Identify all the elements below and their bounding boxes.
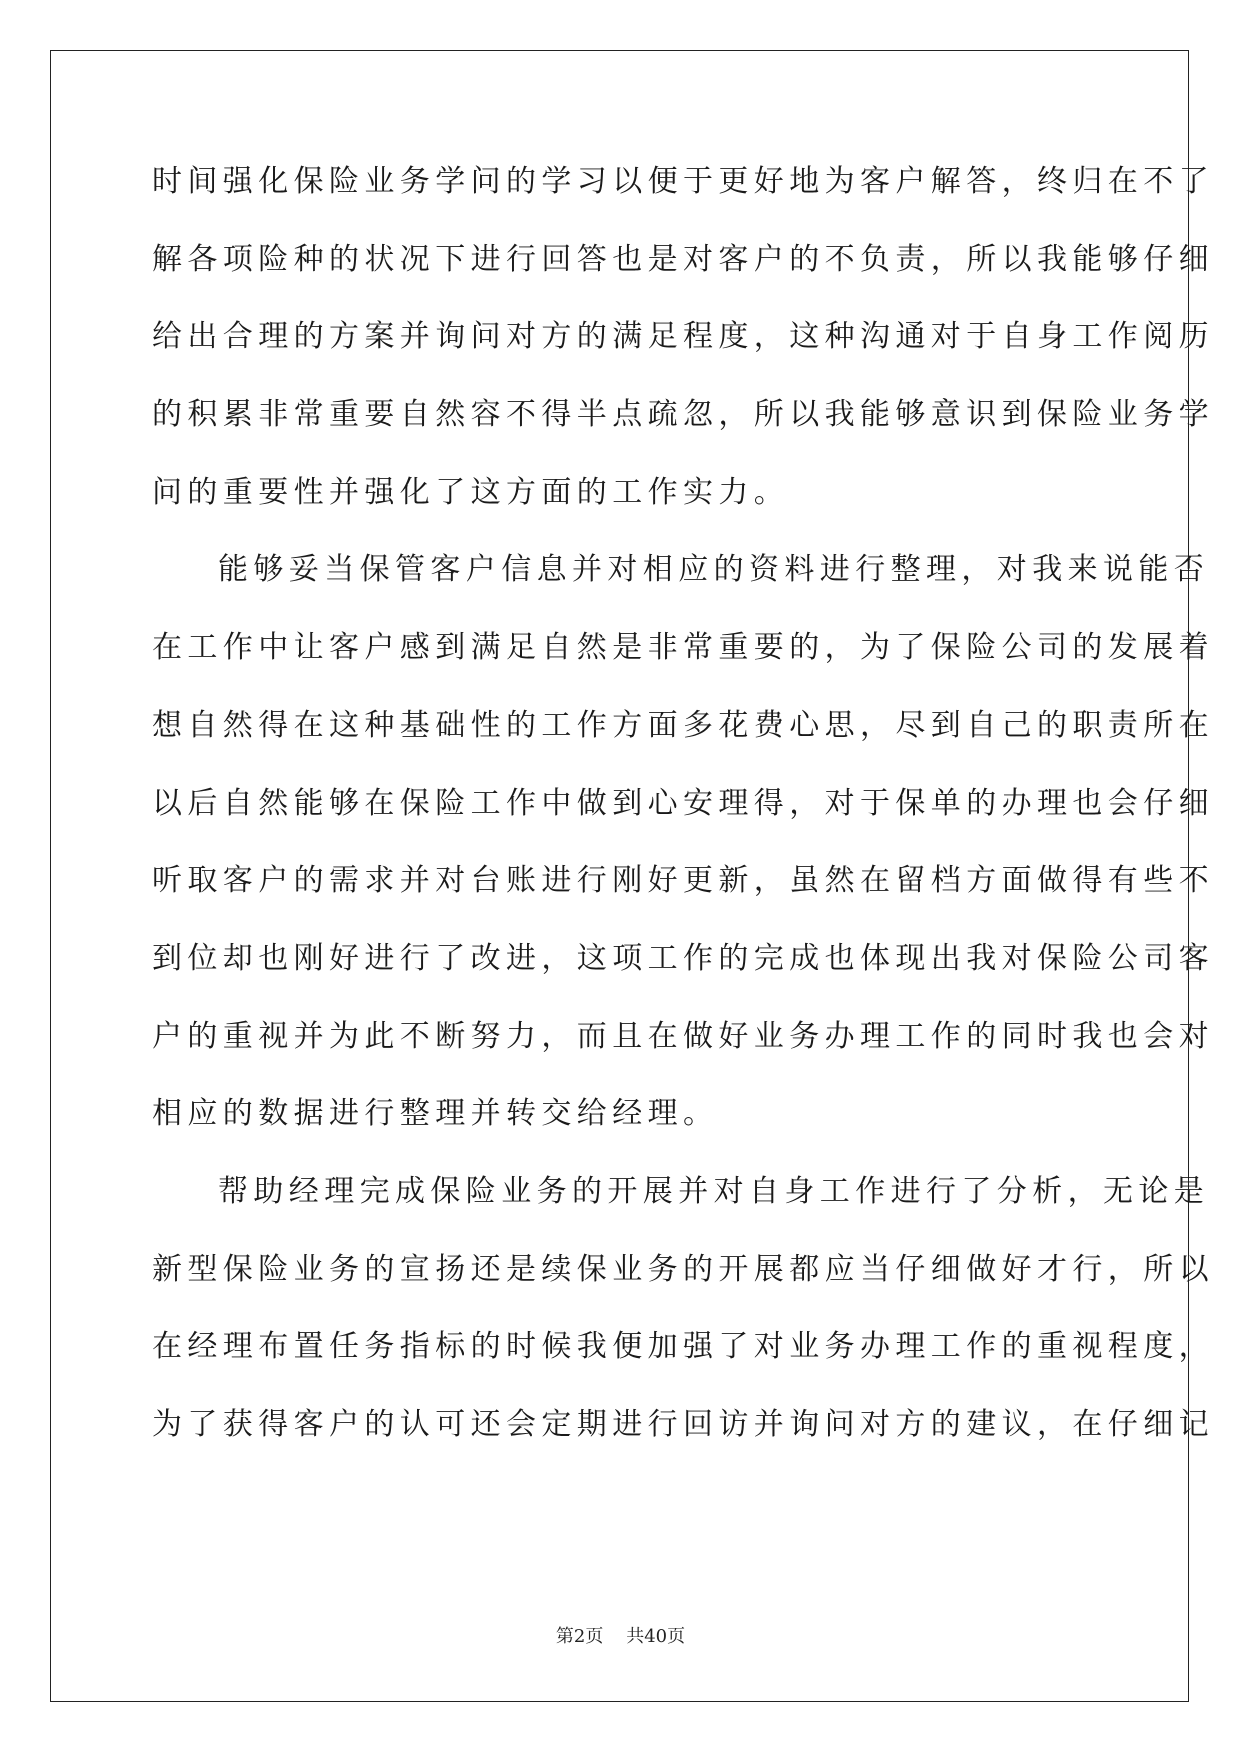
text-line: 的积累非常重要自然容不得半点疏忽，所以我能够意识到保险业务学 bbox=[152, 397, 1214, 433]
paragraph-start-line: 帮助经理完成保险业务的开展并对自身工作进行了分析，无论是 bbox=[218, 1173, 1210, 1209]
page-footer: 第2页 共40页 bbox=[555, 1626, 686, 1647]
text-line: 想自然得在这种基础性的工作方面多花费心思，尽到自己的职责所在 bbox=[152, 707, 1214, 743]
text-line: 户的重视并为此不断努力，而且在做好业务办理工作的同时我也会对 bbox=[152, 1018, 1214, 1054]
text-line: 问的重要性并强化了这方面的工作实力。 bbox=[152, 474, 790, 510]
text-line: 为了获得客户的认可还会定期进行回访并询问对方的建议，在仔细记 bbox=[152, 1407, 1214, 1442]
text-line: 在工作中让客户感到满足自然是非常重要的，为了保险公司的发展着 bbox=[152, 630, 1214, 666]
paragraph-start-line: 能够妥当保管客户信息并对相应的资料进行整理，对我来说能否 bbox=[218, 552, 1210, 588]
text-line: 新型保险业务的宣扬还是续保业务的开展都应当仔细做好才行，所以 bbox=[152, 1251, 1214, 1287]
text-line: 给出合理的方案并询问对方的满足程度，这种沟通对于自身工作阅历 bbox=[152, 319, 1214, 355]
text-line: 解各项险种的状况下进行回答也是对客户的不负责，所以我能够仔细 bbox=[152, 241, 1214, 277]
text-line: 时间强化保险业务学问的学习以便于更好地为客户解答，终归在不了 bbox=[152, 164, 1214, 199]
text-line: 相应的数据进行整理并转交给经理。 bbox=[152, 1096, 719, 1132]
document-body bbox=[152, 162, 1214, 1483]
text-line: 到位却也刚好进行了改进，这项工作的完成也体现出我对保险公司客 bbox=[152, 940, 1214, 976]
text-line: 听取客户的需求并对台账进行刚好更新，虽然在留档方面做得有些不 bbox=[152, 863, 1214, 899]
text-line: 以后自然能够在保险工作中做到心安理得，对于保单的办理也会仔细 bbox=[152, 785, 1214, 821]
text-line: 在经理布置任务指标的时候我便加强了对业务办理工作的重视程度， bbox=[152, 1329, 1214, 1365]
